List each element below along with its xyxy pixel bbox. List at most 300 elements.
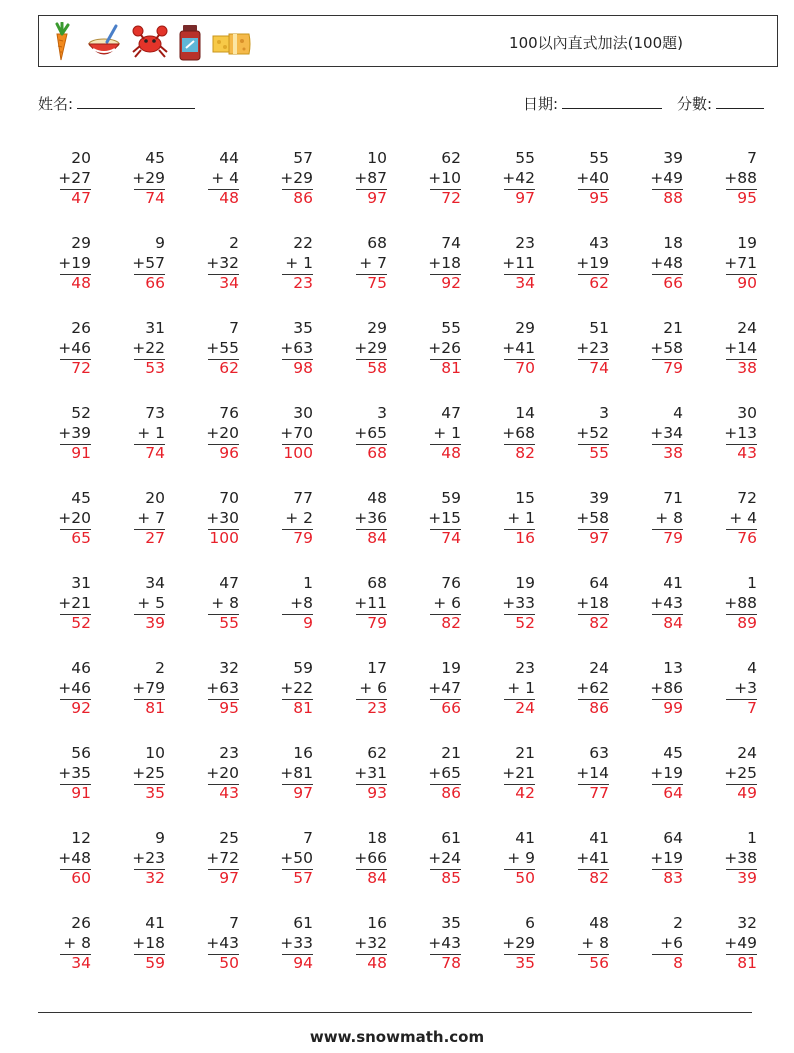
name-blank[interactable] — [77, 94, 195, 109]
addend-top: 32 — [219, 659, 239, 677]
answer: 48 — [367, 954, 387, 972]
answer: 7 — [747, 699, 757, 717]
addend-top: 34 — [145, 574, 165, 592]
answer: 95 — [737, 189, 757, 207]
addition-problem — [482, 912, 556, 997]
addition-problem — [186, 827, 260, 912]
addition-problem — [482, 232, 556, 317]
answer: 72 — [441, 189, 461, 207]
addend-bottom: +88 — [724, 594, 757, 612]
addition-problem — [260, 147, 334, 232]
addend-bottom: +66 — [354, 849, 387, 867]
addend-bottom: + 1 — [137, 424, 165, 442]
answer: 81 — [145, 699, 165, 717]
name-label: 姓名: — [38, 95, 74, 113]
addition-problem — [408, 827, 482, 912]
addend-bottom: +23 — [576, 339, 609, 357]
addition-problem — [704, 317, 778, 402]
addend-bottom: +27 — [58, 169, 91, 187]
answer: 39 — [145, 614, 165, 632]
addend-top: 48 — [589, 914, 609, 932]
addend-bottom: +11 — [354, 594, 387, 612]
footer-divider — [38, 1012, 752, 1013]
worksheet-title: 100以內直式加法(100題) — [509, 34, 683, 52]
addend-top: 31 — [145, 319, 165, 337]
addition-problem — [704, 742, 778, 827]
addition-problem — [260, 232, 334, 317]
addend-bottom: + 5 — [137, 594, 165, 612]
addend-bottom: +38 — [724, 849, 757, 867]
answer: 50 — [515, 869, 535, 887]
addend-bottom: +58 — [650, 339, 683, 357]
addend-bottom: +25 — [724, 764, 757, 782]
addition-problem — [704, 657, 778, 742]
addend-top: 35 — [441, 914, 461, 932]
score-blank[interactable] — [716, 94, 764, 109]
addend-top: 14 — [515, 404, 535, 422]
addend-bottom: +50 — [280, 849, 313, 867]
addend-bottom: +43 — [428, 934, 461, 952]
addition-problem — [704, 147, 778, 232]
addend-top: 62 — [441, 149, 461, 167]
addend-bottom: +14 — [724, 339, 757, 357]
addend-top: 35 — [293, 319, 313, 337]
addition-problem — [186, 572, 260, 657]
jar-icon — [177, 22, 203, 62]
addend-bottom: + 1 — [285, 254, 313, 272]
answer: 97 — [589, 529, 609, 547]
answer: 82 — [589, 869, 609, 887]
addition-problem — [38, 912, 112, 997]
answer: 62 — [589, 274, 609, 292]
addend-top: 29 — [367, 319, 387, 337]
addend-bottom: +8 — [290, 594, 313, 612]
addend-top: 23 — [219, 744, 239, 762]
footer-site: www.snowmath.com — [309, 1028, 485, 1046]
addend-top: 31 — [71, 574, 91, 592]
answer: 86 — [293, 189, 313, 207]
addend-top: 12 — [71, 829, 91, 847]
date-label: 日期: — [523, 95, 559, 113]
addend-top: 2 — [673, 914, 683, 932]
addend-top: 45 — [663, 744, 683, 762]
addend-top: 41 — [515, 829, 535, 847]
score-field[interactable] — [677, 93, 764, 114]
addition-problem — [112, 232, 186, 317]
addition-problem — [482, 657, 556, 742]
addend-top: 13 — [663, 659, 683, 677]
addend-bottom: +65 — [354, 424, 387, 442]
addition-problem — [408, 912, 482, 997]
addition-problem — [38, 742, 112, 827]
addend-bottom: + 9 — [507, 849, 535, 867]
answer: 48 — [219, 189, 239, 207]
addend-top: 43 — [589, 234, 609, 252]
addend-bottom: +47 — [428, 679, 461, 697]
addend-bottom: +63 — [280, 339, 313, 357]
addition-problem — [556, 147, 630, 232]
addend-top: 55 — [515, 149, 535, 167]
answer: 49 — [737, 784, 757, 802]
addend-bottom: +29 — [280, 169, 313, 187]
addition-problem — [38, 572, 112, 657]
addend-top: 76 — [219, 404, 239, 422]
addend-top: 59 — [441, 489, 461, 507]
addend-bottom: +20 — [206, 764, 239, 782]
addition-problem — [186, 912, 260, 997]
answer: 52 — [515, 614, 535, 632]
addend-top: 24 — [589, 659, 609, 677]
addend-top: 2 — [155, 659, 165, 677]
addend-bottom: +43 — [650, 594, 683, 612]
addend-top: 2 — [229, 234, 239, 252]
addend-bottom: +10 — [428, 169, 461, 187]
answer: 27 — [145, 529, 165, 547]
addend-top: 39 — [663, 149, 683, 167]
date-field[interactable] — [523, 93, 662, 114]
addition-problem — [112, 317, 186, 402]
answer: 96 — [219, 444, 239, 462]
answer: 23 — [293, 274, 313, 292]
addend-top: 29 — [71, 234, 91, 252]
addend-bottom: +6 — [660, 934, 683, 952]
answer: 100 — [283, 444, 313, 462]
addend-top: 26 — [71, 319, 91, 337]
addend-bottom: + 7 — [137, 509, 165, 527]
addend-top: 7 — [747, 149, 757, 167]
addition-problem — [38, 402, 112, 487]
addition-problem — [556, 487, 630, 572]
addend-top: 30 — [737, 404, 757, 422]
addend-bottom: +71 — [724, 254, 757, 272]
addend-bottom: +57 — [132, 254, 165, 272]
answer: 81 — [441, 359, 461, 377]
addend-bottom: + 1 — [433, 424, 461, 442]
addend-top: 47 — [441, 404, 461, 422]
addition-problem — [186, 232, 260, 317]
answer: 62 — [219, 359, 239, 377]
answer: 98 — [293, 359, 313, 377]
answer: 47 — [71, 189, 91, 207]
addition-problem — [556, 827, 630, 912]
answer: 100 — [209, 529, 239, 547]
addition-problem — [630, 487, 704, 572]
answer: 43 — [737, 444, 757, 462]
addend-top: 24 — [737, 319, 757, 337]
addend-bottom: +65 — [428, 764, 461, 782]
addition-problem — [482, 572, 556, 657]
answer: 39 — [737, 869, 757, 887]
addend-bottom: +88 — [724, 169, 757, 187]
addition-problem — [334, 657, 408, 742]
answer: 66 — [145, 274, 165, 292]
addend-bottom: +40 — [576, 169, 609, 187]
answer: 81 — [737, 954, 757, 972]
addend-top: 19 — [515, 574, 535, 592]
addition-problem — [704, 487, 778, 572]
addend-bottom: +29 — [354, 339, 387, 357]
addition-problem — [186, 742, 260, 827]
answer: 79 — [293, 529, 313, 547]
answer: 79 — [663, 529, 683, 547]
answer: 35 — [145, 784, 165, 802]
addend-bottom: + 8 — [63, 934, 91, 952]
addend-bottom: +20 — [58, 509, 91, 527]
addend-bottom: + 4 — [211, 169, 239, 187]
addition-problem — [260, 912, 334, 997]
name-field[interactable] — [38, 93, 195, 114]
addition-problem — [334, 317, 408, 402]
addend-bottom: +21 — [58, 594, 91, 612]
addition-problem — [112, 912, 186, 997]
answer: 23 — [367, 699, 387, 717]
addend-top: 19 — [737, 234, 757, 252]
addition-problem — [334, 487, 408, 572]
answer: 79 — [367, 614, 387, 632]
answer: 35 — [515, 954, 535, 972]
answer: 86 — [589, 699, 609, 717]
answer: 65 — [71, 529, 91, 547]
addend-top: 6 — [525, 914, 535, 932]
addend-top: 61 — [441, 829, 461, 847]
addend-bottom: +46 — [58, 679, 91, 697]
answer: 84 — [367, 869, 387, 887]
addend-top: 25 — [219, 829, 239, 847]
addend-bottom: +62 — [576, 679, 609, 697]
answer: 74 — [145, 189, 165, 207]
addend-top: 1 — [303, 574, 313, 592]
addend-bottom: + 1 — [507, 509, 535, 527]
answer: 92 — [71, 699, 91, 717]
answer: 82 — [515, 444, 535, 462]
answer: 42 — [515, 784, 535, 802]
addition-problem — [556, 912, 630, 997]
addend-top: 20 — [71, 149, 91, 167]
addition-problem — [334, 742, 408, 827]
addend-top: 46 — [71, 659, 91, 677]
addend-bottom: +68 — [502, 424, 535, 442]
addend-bottom: +41 — [502, 339, 535, 357]
addend-top: 41 — [663, 574, 683, 592]
addition-problem — [260, 487, 334, 572]
addend-top: 64 — [663, 829, 683, 847]
addition-problem — [186, 402, 260, 487]
addend-top: 24 — [737, 744, 757, 762]
addend-bottom: +48 — [58, 849, 91, 867]
addend-bottom: +14 — [576, 764, 609, 782]
addend-top: 9 — [155, 829, 165, 847]
answer: 82 — [441, 614, 461, 632]
answer: 99 — [663, 699, 683, 717]
addition-problem — [630, 402, 704, 487]
answer: 74 — [441, 529, 461, 547]
addend-bottom: +87 — [354, 169, 387, 187]
addend-top: 59 — [293, 659, 313, 677]
addend-bottom: +32 — [354, 934, 387, 952]
addend-bottom: +52 — [576, 424, 609, 442]
addend-top: 19 — [441, 659, 461, 677]
answer: 95 — [589, 189, 609, 207]
answer: 38 — [663, 444, 683, 462]
addend-bottom: +18 — [428, 254, 461, 272]
addend-bottom: + 8 — [581, 934, 609, 952]
answer: 66 — [441, 699, 461, 717]
answer: 75 — [367, 274, 387, 292]
addition-problem — [630, 572, 704, 657]
cheese-icon — [211, 22, 253, 62]
addend-bottom: +58 — [576, 509, 609, 527]
answer: 97 — [219, 869, 239, 887]
answer: 84 — [663, 614, 683, 632]
addend-top: 18 — [663, 234, 683, 252]
addend-bottom: +36 — [354, 509, 387, 527]
addend-top: 72 — [737, 489, 757, 507]
addend-bottom: +33 — [502, 594, 535, 612]
answer: 85 — [441, 869, 461, 887]
answer: 34 — [515, 274, 535, 292]
answer: 66 — [663, 274, 683, 292]
addend-top: 71 — [663, 489, 683, 507]
addend-top: 10 — [367, 149, 387, 167]
addend-bottom: +13 — [724, 424, 757, 442]
answer: 84 — [367, 529, 387, 547]
addition-problem — [186, 487, 260, 572]
addend-top: 52 — [71, 404, 91, 422]
answer: 55 — [589, 444, 609, 462]
addition-problem — [112, 402, 186, 487]
addition-problem — [112, 572, 186, 657]
addition-problem — [630, 912, 704, 997]
addend-bottom: +63 — [206, 679, 239, 697]
answer: 52 — [71, 614, 91, 632]
answer: 82 — [589, 614, 609, 632]
addend-bottom: +20 — [206, 424, 239, 442]
answer: 81 — [293, 699, 313, 717]
addend-top: 32 — [737, 914, 757, 932]
addend-bottom: +31 — [354, 764, 387, 782]
addend-bottom: +42 — [502, 169, 535, 187]
answer: 53 — [145, 359, 165, 377]
addend-bottom: +19 — [650, 849, 683, 867]
addend-top: 41 — [145, 914, 165, 932]
addend-top: 3 — [377, 404, 387, 422]
addition-problem — [408, 572, 482, 657]
addend-bottom: +55 — [206, 339, 239, 357]
addition-problem — [556, 572, 630, 657]
addend-bottom: +39 — [58, 424, 91, 442]
answer: 38 — [737, 359, 757, 377]
answer: 79 — [663, 359, 683, 377]
addition-problem — [260, 657, 334, 742]
addition-problem — [38, 487, 112, 572]
addend-top: 77 — [293, 489, 313, 507]
addition-problem — [482, 827, 556, 912]
addition-problem — [630, 232, 704, 317]
answer: 48 — [441, 444, 461, 462]
addition-problem — [556, 742, 630, 827]
addition-problem — [482, 402, 556, 487]
answer: 89 — [737, 614, 757, 632]
answer: 70 — [515, 359, 535, 377]
answer: 74 — [145, 444, 165, 462]
addend-bottom: +24 — [428, 849, 461, 867]
addition-problem — [630, 657, 704, 742]
addend-bottom: +33 — [280, 934, 313, 952]
addend-top: 7 — [229, 319, 239, 337]
addend-bottom: +81 — [280, 764, 313, 782]
addend-top: 9 — [155, 234, 165, 252]
answer: 97 — [367, 189, 387, 207]
addition-problem — [334, 827, 408, 912]
addend-bottom: + 2 — [285, 509, 313, 527]
addend-top: 3 — [599, 404, 609, 422]
addend-top: 23 — [515, 234, 535, 252]
addend-bottom: + 4 — [729, 509, 757, 527]
answer: 32 — [145, 869, 165, 887]
date-blank[interactable] — [562, 94, 662, 109]
addend-bottom: +22 — [280, 679, 313, 697]
addend-top: 39 — [589, 489, 609, 507]
addend-top: 68 — [367, 574, 387, 592]
answer: 83 — [663, 869, 683, 887]
addend-bottom: +15 — [428, 509, 461, 527]
addition-problem — [334, 232, 408, 317]
addend-top: 45 — [71, 489, 91, 507]
addend-bottom: +29 — [502, 934, 535, 952]
addend-top: 70 — [219, 489, 239, 507]
addition-problem — [630, 147, 704, 232]
addend-bottom: +49 — [724, 934, 757, 952]
addend-bottom: +46 — [58, 339, 91, 357]
answer: 97 — [293, 784, 313, 802]
addition-problem — [408, 742, 482, 827]
addition-problem — [408, 657, 482, 742]
addend-bottom: +11 — [502, 254, 535, 272]
answer: 76 — [737, 529, 757, 547]
addend-bottom: +43 — [206, 934, 239, 952]
addition-problem — [408, 232, 482, 317]
addend-top: 23 — [515, 659, 535, 677]
addend-top: 48 — [367, 489, 387, 507]
addition-problem — [408, 487, 482, 572]
addend-bottom: +34 — [650, 424, 683, 442]
addend-top: 21 — [663, 319, 683, 337]
addition-problem — [38, 827, 112, 912]
addition-problem — [260, 572, 334, 657]
addition-problem — [260, 742, 334, 827]
addend-bottom: +21 — [502, 764, 535, 782]
addend-bottom: + 8 — [655, 509, 683, 527]
addend-top: 56 — [71, 744, 91, 762]
addition-problem — [260, 402, 334, 487]
addition-problem — [334, 147, 408, 232]
addend-bottom: + 1 — [507, 679, 535, 697]
addition-problem — [260, 317, 334, 402]
addition-problem — [38, 147, 112, 232]
addition-problem — [630, 742, 704, 827]
answer: 91 — [71, 444, 91, 462]
addition-problem — [112, 147, 186, 232]
addition-problem — [186, 657, 260, 742]
addend-bottom: +35 — [58, 764, 91, 782]
addend-bottom: +19 — [58, 254, 91, 272]
addition-problem — [112, 742, 186, 827]
addition-problem — [556, 657, 630, 742]
addend-top: 26 — [71, 914, 91, 932]
addend-top: 10 — [145, 744, 165, 762]
addend-bottom: +23 — [132, 849, 165, 867]
answer: 58 — [367, 359, 387, 377]
